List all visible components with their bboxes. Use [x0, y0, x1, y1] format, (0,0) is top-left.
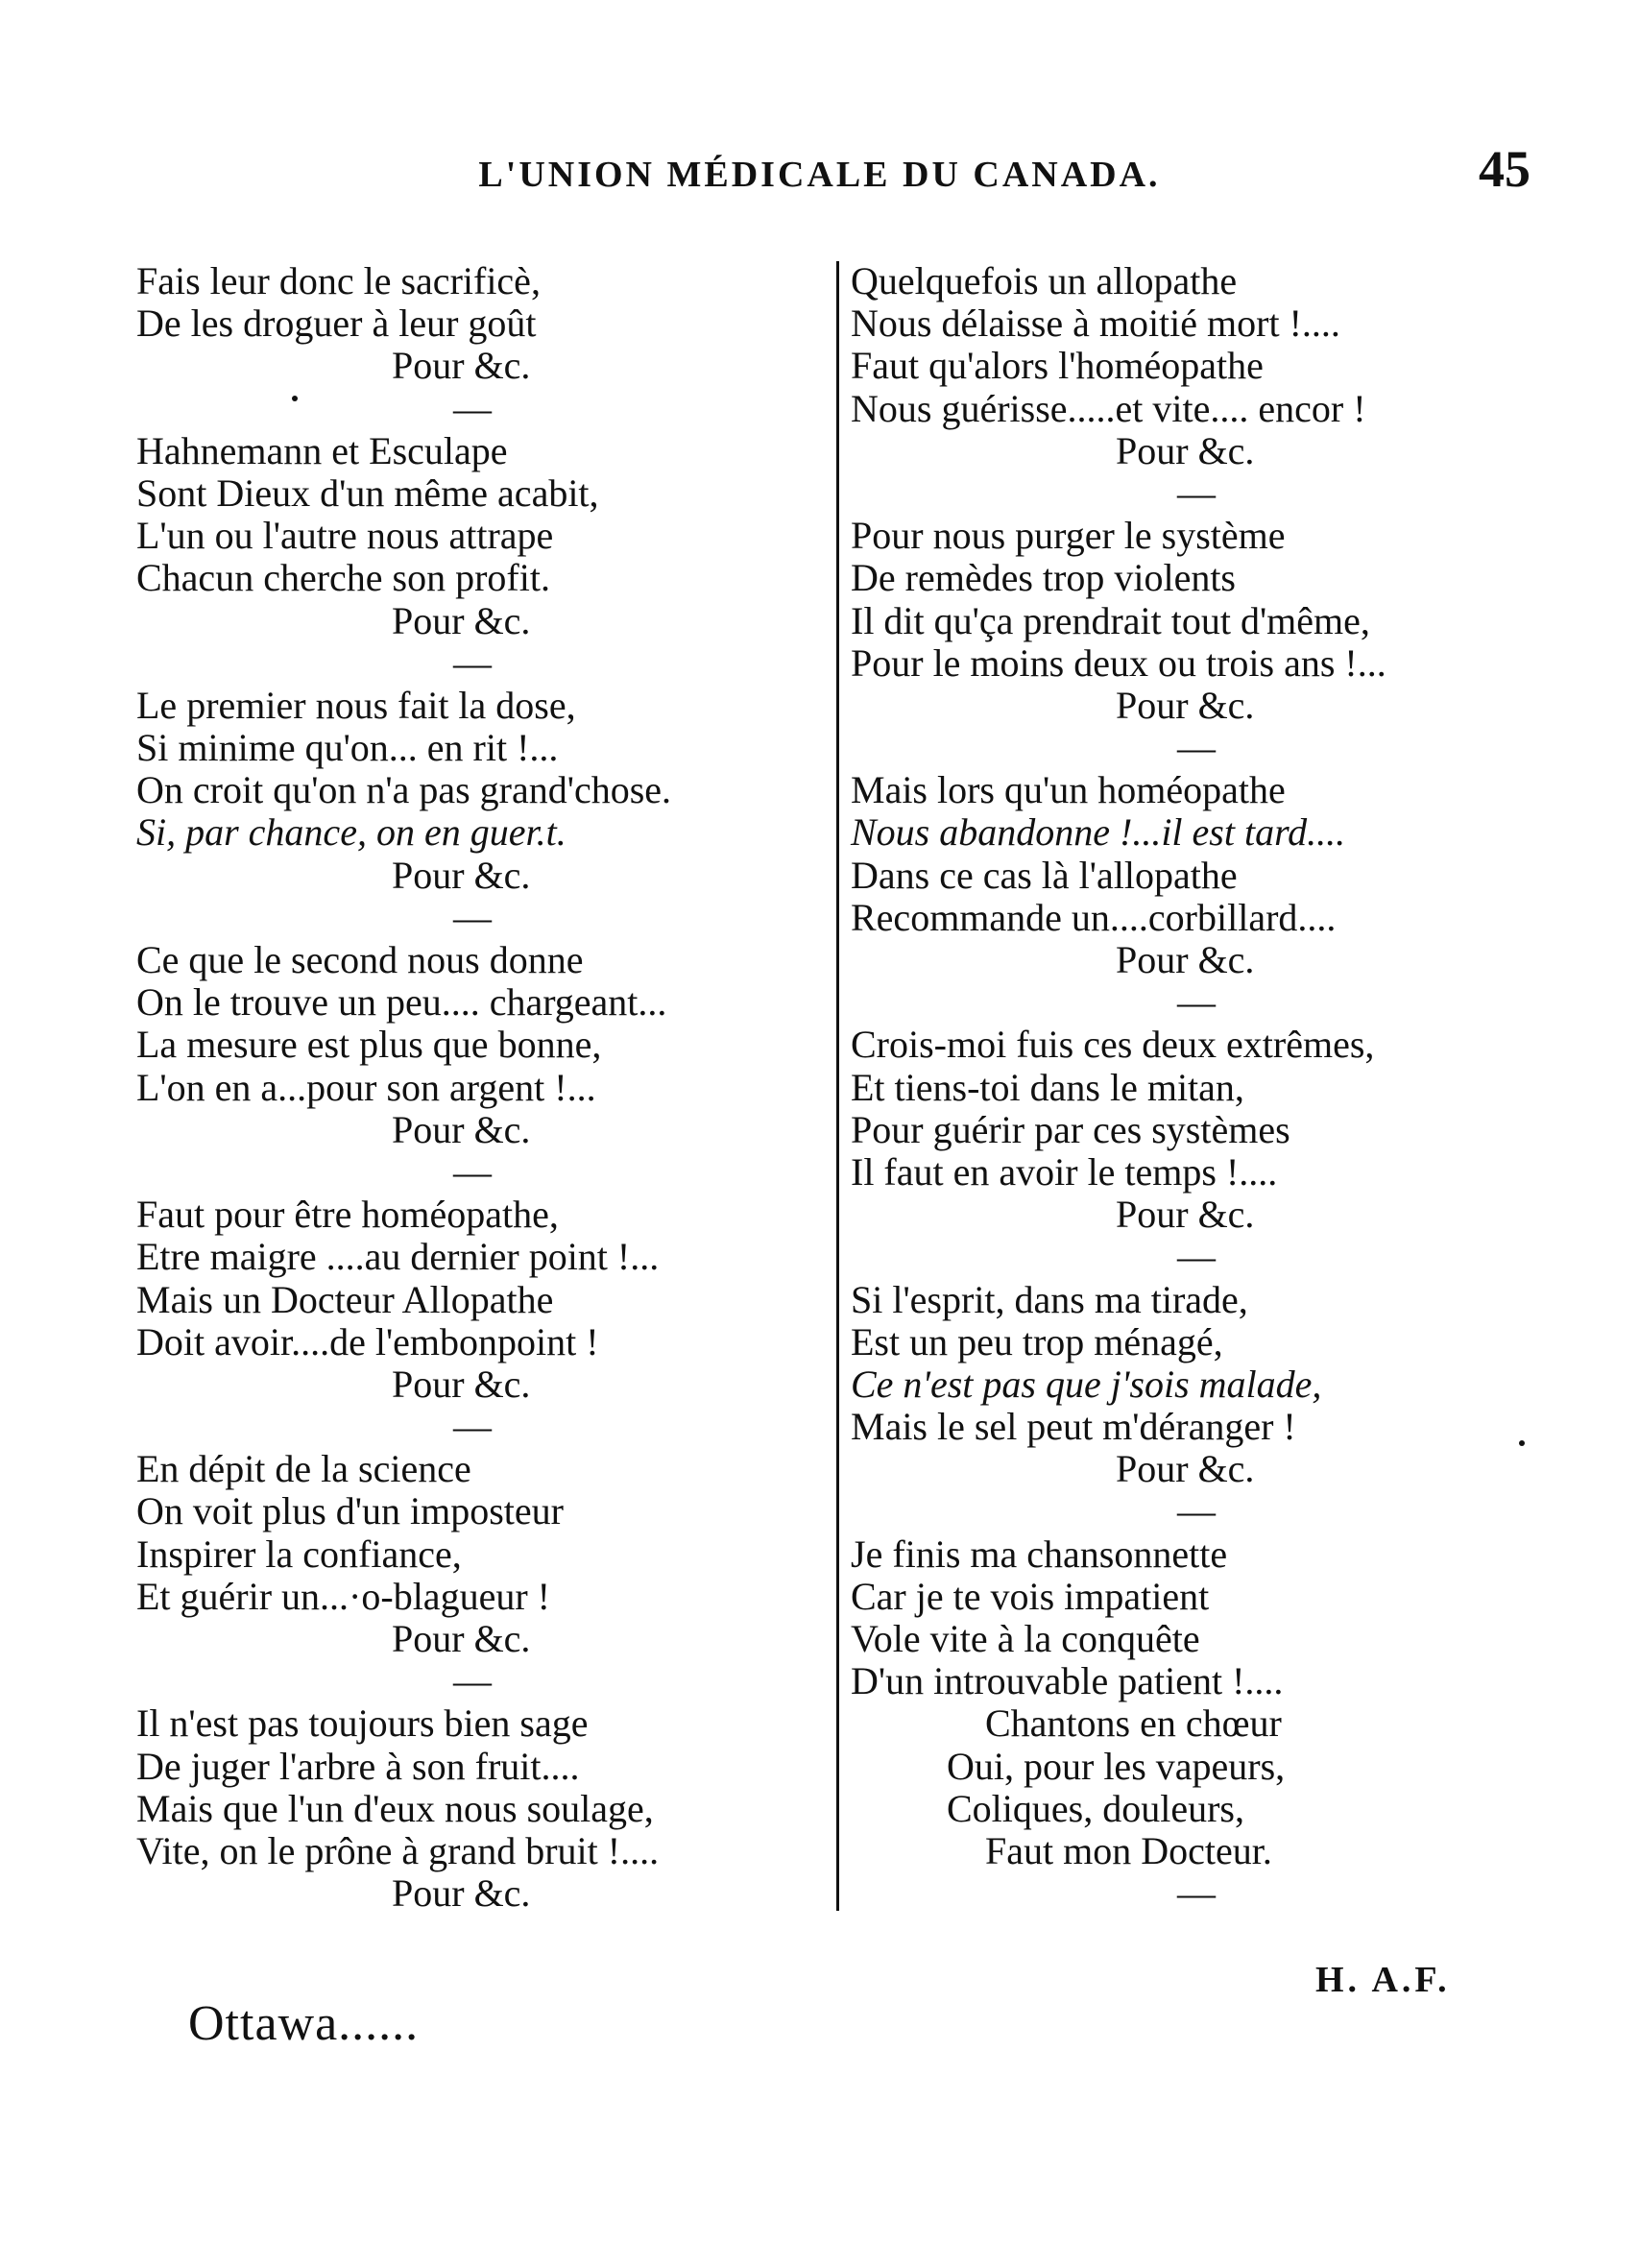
left-stanza-dash: —: [453, 1405, 492, 1449]
right-verse-line: Il faut en avoir le temps !....: [851, 1149, 1278, 1194]
left-verse-line: Si minime qu'on... en rit !...: [136, 726, 559, 770]
left-verse-line: L'on en a...pour son argent !...: [136, 1065, 596, 1109]
right-stanza-dash: —: [1177, 470, 1216, 515]
right-verse-line: Car je te vois impatient: [851, 1574, 1210, 1618]
right-stanza-dash: —: [1177, 1489, 1216, 1533]
author-signature: H. A.F.: [1315, 1960, 1451, 2000]
right-verse-line: Je finis ma chansonnette: [851, 1532, 1228, 1576]
right-stanza-dash: —: [1177, 1235, 1216, 1279]
right-verse-line: Est un peu trop ménagé,: [851, 1319, 1223, 1363]
right-verse-line: Pour nous purger le système: [851, 514, 1286, 558]
right-verse-line: Mais le sel peut m'déranger !: [851, 1405, 1296, 1449]
right-verse-line: Vole vite à la conquête: [851, 1617, 1200, 1660]
left-stanza-dash: —: [453, 640, 492, 685]
left-verse-line: Etre maigre ....au dernier point !...: [136, 1235, 660, 1279]
left-verse-line: On voit plus d'un imposteur: [136, 1489, 564, 1533]
right-verse-line: Mais lors qu'un homéopathe: [851, 768, 1286, 812]
right-refrain-line: Pour &c.: [1116, 1447, 1255, 1491]
left-verse-line: On croit qu'on n'a pas grand'chose.: [136, 768, 672, 812]
right-verse-line: Chantons en chœur: [985, 1701, 1282, 1746]
right-refrain-line: Pour &c.: [1116, 1193, 1255, 1237]
left-verse-line: En dépit de la science: [136, 1447, 471, 1491]
right-verse-line: Et tiens-toi dans le mitan,: [851, 1065, 1244, 1109]
right-verse-line: D'un introuvable patient !....: [851, 1659, 1284, 1703]
right-verse-line: Coliques, douleurs,: [947, 1786, 1244, 1830]
page-header: [0, 0, 1639, 250]
left-verse-line: Vite, on le prône à grand bruit !....: [136, 1828, 660, 1872]
left-verse-line: De les droguer à leur goût: [136, 302, 537, 346]
left-verse-line: Ce que le second nous donne: [136, 938, 584, 981]
left-verse-line: Sont Dieux d'un même acabit,: [136, 470, 599, 515]
left-refrain-line: Pour &c.: [392, 598, 531, 642]
left-verse-line: Faut pour être homéopathe,: [136, 1193, 559, 1237]
left-verse-line: On le trouve un peu.... chargeant...: [136, 980, 667, 1025]
right-refrain-line: Pour &c.: [1116, 938, 1255, 981]
left-verse-line: Doit avoir....de l'embonpoint !: [136, 1319, 599, 1363]
left-verse-line: Si, par chance, on en guer.t.: [136, 810, 566, 855]
right-refrain-line: Pour &c.: [1116, 683, 1255, 727]
right-verse-line: Nous délaisse à moitié mort !....: [851, 302, 1340, 346]
running-head: L'UNION MÉDICALE DU CANADA.: [478, 155, 1161, 195]
right-verse-line: Nous guérisse.....et vite.... encor !: [851, 386, 1366, 430]
right-verse-line: Si l'esprit, dans ma tirade,: [851, 1277, 1248, 1321]
right-verse-line: Nous abandonne !...il est tard....: [851, 810, 1346, 855]
left-refrain-line: Pour &c.: [392, 344, 531, 388]
right-column: [851, 260, 1580, 1915]
left-verse-line: Mais un Docteur Allopathe: [136, 1277, 554, 1321]
right-stanza-dash: —: [1177, 980, 1216, 1025]
right-stanza-dash: —: [1177, 726, 1216, 770]
ink-speck: [292, 396, 298, 401]
left-verse-line: La mesure est plus que bonne,: [136, 1023, 602, 1067]
left-column: [136, 260, 828, 1915]
right-verse-line: Pour le moins deux ou trois ans !...: [851, 640, 1386, 685]
right-verse-line: Faut mon Docteur.: [985, 1828, 1272, 1872]
left-verse-line: Chacun cherche son profit.: [136, 556, 550, 600]
left-verse-line: Inspirer la confiance,: [136, 1532, 462, 1576]
left-verse-line: Hahnemann et Esculape: [136, 428, 508, 472]
ink-speck: [1519, 1440, 1525, 1446]
left-verse-line: Le premier nous fait la dose,: [136, 683, 576, 727]
place-line: Ottawa......: [188, 1996, 420, 2051]
right-verse-line: De remèdes trop violents: [851, 556, 1236, 600]
page-number: 45: [1479, 140, 1531, 198]
right-verse-line: Il dit qu'ça prendrait tout d'même,: [851, 598, 1370, 642]
right-verse-line: Oui, pour les vapeurs,: [947, 1744, 1286, 1788]
right-verse-line: Dans ce cas là l'allopathe: [851, 853, 1238, 897]
right-verse-line: Pour guérir par ces systèmes: [851, 1107, 1290, 1151]
left-verse-line: De juger l'arbre à son fruit....: [136, 1744, 580, 1788]
left-refrain-line: Pour &c.: [392, 853, 531, 897]
right-verse-line: Quelquefois un allopathe: [851, 259, 1238, 302]
left-verse-line: Mais que l'un d'eux nous soulage,: [136, 1786, 654, 1830]
column-divider: [836, 261, 839, 1911]
left-refrain-line: Pour &c.: [392, 1362, 531, 1406]
right-verse-line: Faut qu'alors l'homéopathe: [851, 344, 1264, 388]
right-refrain-line: Pour &c.: [1116, 428, 1255, 472]
left-verse-line: L'un ou l'autre nous attrape: [136, 514, 554, 558]
left-stanza-dash: —: [453, 895, 492, 939]
left-verse-line: Il n'est pas toujours bien sage: [136, 1701, 589, 1746]
left-stanza-dash: —: [453, 1149, 492, 1194]
right-verse-line: Recommande un....corbillard....: [851, 895, 1337, 939]
right-verse-line: Ce n'est pas que j'sois malade,: [851, 1362, 1322, 1406]
left-stanza-dash: —: [453, 386, 492, 430]
right-verse-line: Crois-moi fuis ces deux extrêmes,: [851, 1023, 1375, 1067]
left-verse-line: Et guérir un...·o-blagueur !: [136, 1574, 550, 1618]
left-refrain-line: Pour &c.: [392, 1617, 531, 1660]
left-stanza-dash: —: [453, 1659, 492, 1703]
left-refrain-line: Pour &c.: [392, 1107, 531, 1151]
right-stanza-dash: —: [1177, 1871, 1216, 1916]
left-verse-line: Fais leur donc le sacrificè,: [136, 259, 541, 302]
left-refrain-line: Pour &c.: [392, 1871, 531, 1916]
